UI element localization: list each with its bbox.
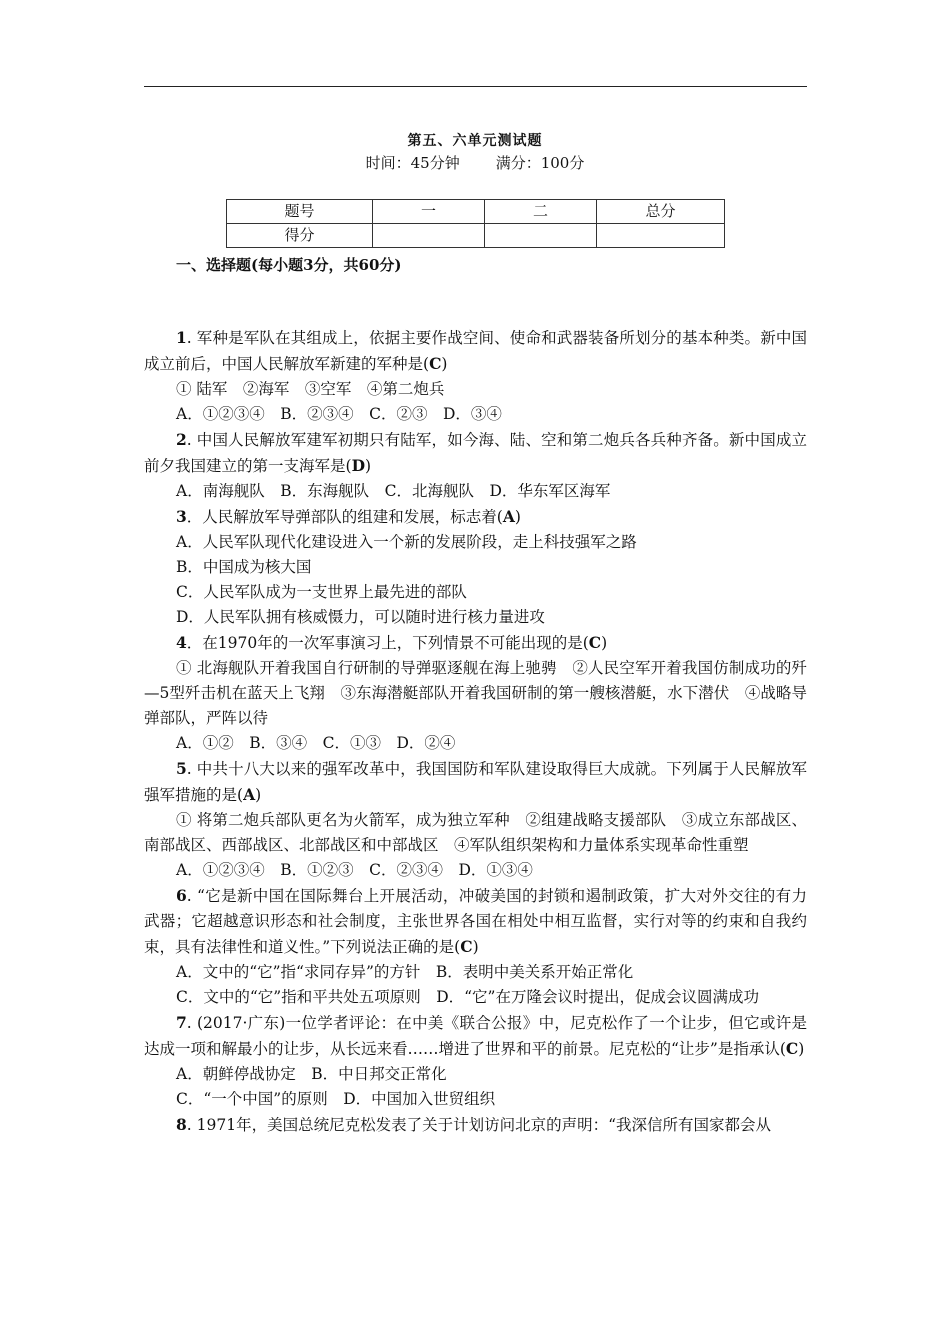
question-items: ① 北海舰队开着我国自行研制的导弹驱逐舰在海上驰骋 ②人民空军开着我国仿制成功的歼—5型歼击机在蓝天上飞翔 ③东海潜艇部队开着我国研制的第一艘核潜艇，水下潜伏 ④战略导弹部队，严阵以待 [144, 659, 807, 727]
question-options: A．①②③④ B．②③④ C．②③ D．③④ [176, 405, 502, 423]
exam-time: 时间：45分钟 [365, 154, 460, 172]
question-options: A．南海舰队 B．东海舰队 C．北海舰队 D．华东军区海军 [176, 482, 611, 500]
score-table-score-row [227, 224, 725, 248]
question-options: D．人民军队拥有核威慑力，可以随时进行核力量进攻 [176, 608, 545, 626]
question-options: A．文中的“它”指“求同存异”的方针 B．表明中美关系开始正常化 [176, 963, 634, 981]
score-cell: 题号 [227, 200, 373, 224]
question-text: ．在1970年的一次军事演习上，下列情景不可能出现的是( [186, 634, 589, 652]
question-close-paren: ) [365, 457, 372, 475]
question-text: . 中国人民解放军建军初期只有陆军，如今海、陆、空和第二炮兵各兵种齐备。新中国成立前夕我国建立的第一支海军是( [144, 431, 807, 475]
question-close-paren: ) [601, 634, 608, 652]
question-options: C．文中的“它”指和平共处五项原则 D．“它”在万隆会议时提出，促成会议圆满成功 [176, 988, 759, 1006]
question-text: . 中共十八大以来的强军改革中，我国国防和军队建设取得巨大成就。下列属于人民解放军强军措施的是( [144, 760, 807, 804]
score-cell [597, 224, 725, 248]
question-close-paren: ) [798, 1040, 805, 1058]
question-items: ① 陆军 ②海军 ③空军 ④第二炮兵 [176, 380, 445, 398]
question-options: A．①②③④ B．①②③ C．②③④ D．①③④ [176, 861, 533, 879]
exam-full-score: 满分：100分 [495, 154, 585, 172]
question-options: C．“一个中国”的原则 D．中国加入世贸组织 [176, 1090, 496, 1108]
question-stem [144, 1112, 807, 1138]
question-answer: C [460, 937, 473, 956]
question-stem [144, 1010, 807, 1062]
score-cell: 得分 [227, 224, 373, 248]
question-close-paren: ) [441, 355, 448, 373]
question-answer: A [243, 785, 256, 804]
question-options: B．中国成为核大国 [176, 558, 312, 576]
section-heading: 一、选择题(每小题3分，共60分) [176, 256, 402, 274]
question-text: . (2017·广东)一位学者评论：在中美《联合公报》中，尼克松作了一个让步，但它或许是达成一项和解最小的让步，从长远来看……增进了世界和平的前景。尼克松的“让步”是指承认( [144, 1014, 807, 1058]
question-number: 3 [176, 507, 187, 526]
question-close-paren: ) [472, 938, 479, 956]
question-close-paren: ) [255, 786, 262, 804]
question-stem [144, 504, 807, 530]
score-cell [485, 224, 597, 248]
question-answer: A [502, 507, 515, 526]
question-text: . 军种是军队在其组成上，依据主要作战空间、使命和武器装备所划分的基本种类。新中国成立前后，中国人民解放军新建的军种是( [144, 329, 807, 373]
question-answer: D [351, 456, 366, 475]
question-number: 6 [176, 886, 187, 905]
score-cell: 一 [373, 200, 485, 224]
question-number: 2 [176, 430, 187, 449]
score-cell [373, 224, 485, 248]
score-table-header-row [227, 200, 725, 224]
question-items: ① 将第二炮兵部队更名为火箭军，成为独立军种 ②组建战略支援部队 ③成立东部战区、南部战区、西部战区、北部战区和中部战区 ④军队组织架构和力量体系实现革命性重塑 [144, 811, 807, 854]
question-number: 4 [176, 633, 187, 652]
question-options: A．朝鲜停战协定 B．中日邦交正常化 [176, 1065, 447, 1083]
question-answer: C [429, 354, 442, 373]
question-text: . “它是新中国在国际舞台上开展活动，冲破美国的封锁和遏制政策，扩大对外交往的有力武器；它超越意识形态和社会制度，主张世界各国在相处中相互监督，实行对等的约束和自我约束，具有法律性和道义性。”下列说法正确的是( [144, 887, 807, 956]
question-text: ．人民解放军导弹部队的组建和发展，标志着( [186, 508, 503, 526]
question-number: 1 [176, 328, 187, 347]
question-stem [144, 427, 807, 479]
page-title: 第五、六单元测试题 [407, 133, 543, 149]
question-stem [144, 883, 807, 960]
question-number: 5 [176, 759, 187, 778]
score-cell: 总分 [597, 200, 725, 224]
question-close-paren: ) [514, 508, 521, 526]
question-stem [144, 630, 807, 656]
top-rule [144, 86, 807, 87]
question-stem [144, 756, 807, 808]
exam-meta [0, 152, 950, 173]
question-options: A．①② B．③④ C．①③ D．②④ [176, 734, 456, 752]
question-options: A．人民军队现代化建设进入一个新的发展阶段，走上科技强军之路 [176, 533, 637, 551]
score-table [226, 199, 725, 248]
score-cell: 二 [485, 200, 597, 224]
question-stem [144, 325, 807, 377]
question-number: 7 [176, 1013, 187, 1032]
question-text: . 1971年，美国总统尼克松发表了关于计划访问北京的声明：“我深信所有国家都会从 [186, 1116, 772, 1134]
question-number: 8 [176, 1115, 187, 1134]
question-answer: C [588, 633, 602, 652]
question-options: C．人民军队成为一支世界上最先进的部队 [176, 583, 467, 601]
question-answer: C [785, 1039, 799, 1058]
question-list [144, 325, 807, 1138]
